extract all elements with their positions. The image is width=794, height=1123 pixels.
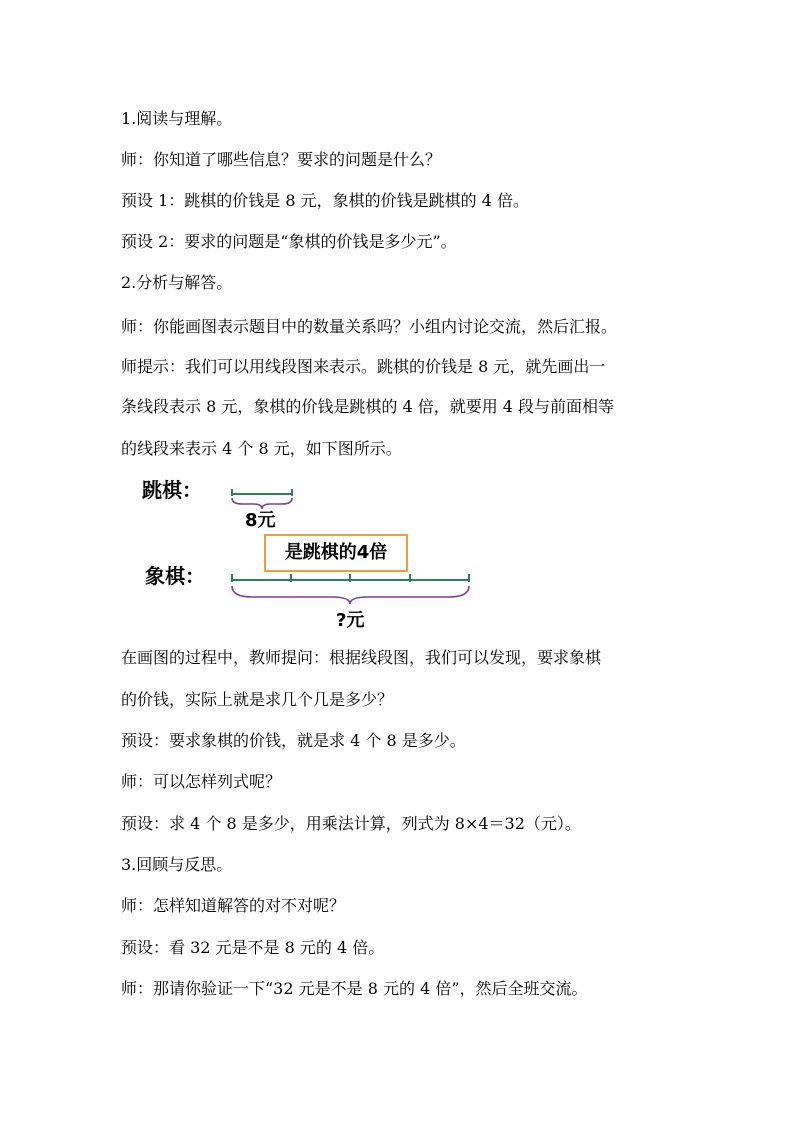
text-line: 师提示：我们可以用线段图来表示。跳棋的价钱是 8 元，就先画出一 [121, 357, 606, 376]
text-line: 预设 2：要求的问题是“象棋的价钱是多少元”。 [121, 232, 457, 251]
text-line: 预设 1：跳棋的价钱是 8 元，象棋的价钱是跳棋的 4 倍。 [121, 191, 529, 210]
checkers-value-label: 8元 [245, 510, 276, 531]
section-heading-analysis: 2.分析与解答。 [121, 273, 233, 292]
chess-value-label: ?元 [336, 610, 365, 631]
text-line: 师：怎样知道解答的对不对呢？ [121, 896, 346, 915]
text-line: 在画图的过程中，教师提问：根据线段图，我们可以发现，要求象棋 [121, 648, 602, 667]
checkers-label: 跳棋： [142, 478, 202, 502]
section-heading-reading: 1.阅读与理解。 [121, 109, 233, 128]
text-line: 预设：求 4 个 8 是多少，用乘法计算，列式为 8×4＝32（元）。 [121, 814, 581, 833]
line-segment-diagram [121, 470, 521, 642]
text-line: 的线段来表示 4 个 8 元，如下图所示。 [121, 439, 402, 458]
text-line: 师：你能画图表示题目中的数量关系吗？小组内讨论交流，然后汇报。 [121, 317, 618, 336]
chess-brace [232, 586, 469, 604]
checkers-brace [232, 498, 292, 509]
text-line: 的价钱，实际上就是求几个几是多少？ [121, 690, 394, 709]
text-line: 预设：要求象棋的价钱，就是求 4 个 8 是多少。 [121, 731, 466, 750]
text-line: 师：可以怎样列式呢？ [121, 772, 282, 791]
multiple-callout: 是跳棋的4倍 [264, 534, 408, 572]
section-heading-review: 3.回顾与反思。 [121, 855, 233, 874]
text-line: 预设：看 32 元是不是 8 元的 4 倍。 [121, 938, 385, 957]
chess-label: 象棋： [145, 564, 205, 588]
text-line: 师：你知道了哪些信息？要求的问题是什么？ [121, 150, 442, 169]
text-line: 师：那请你验证一下“32 元是不是 8 元的 4 倍”，然后全班交流。 [121, 979, 588, 998]
text-line: 条线段表示 8 元，象棋的价钱是跳棋的 4 倍，就要用 4 段与前面相等 [121, 397, 615, 416]
